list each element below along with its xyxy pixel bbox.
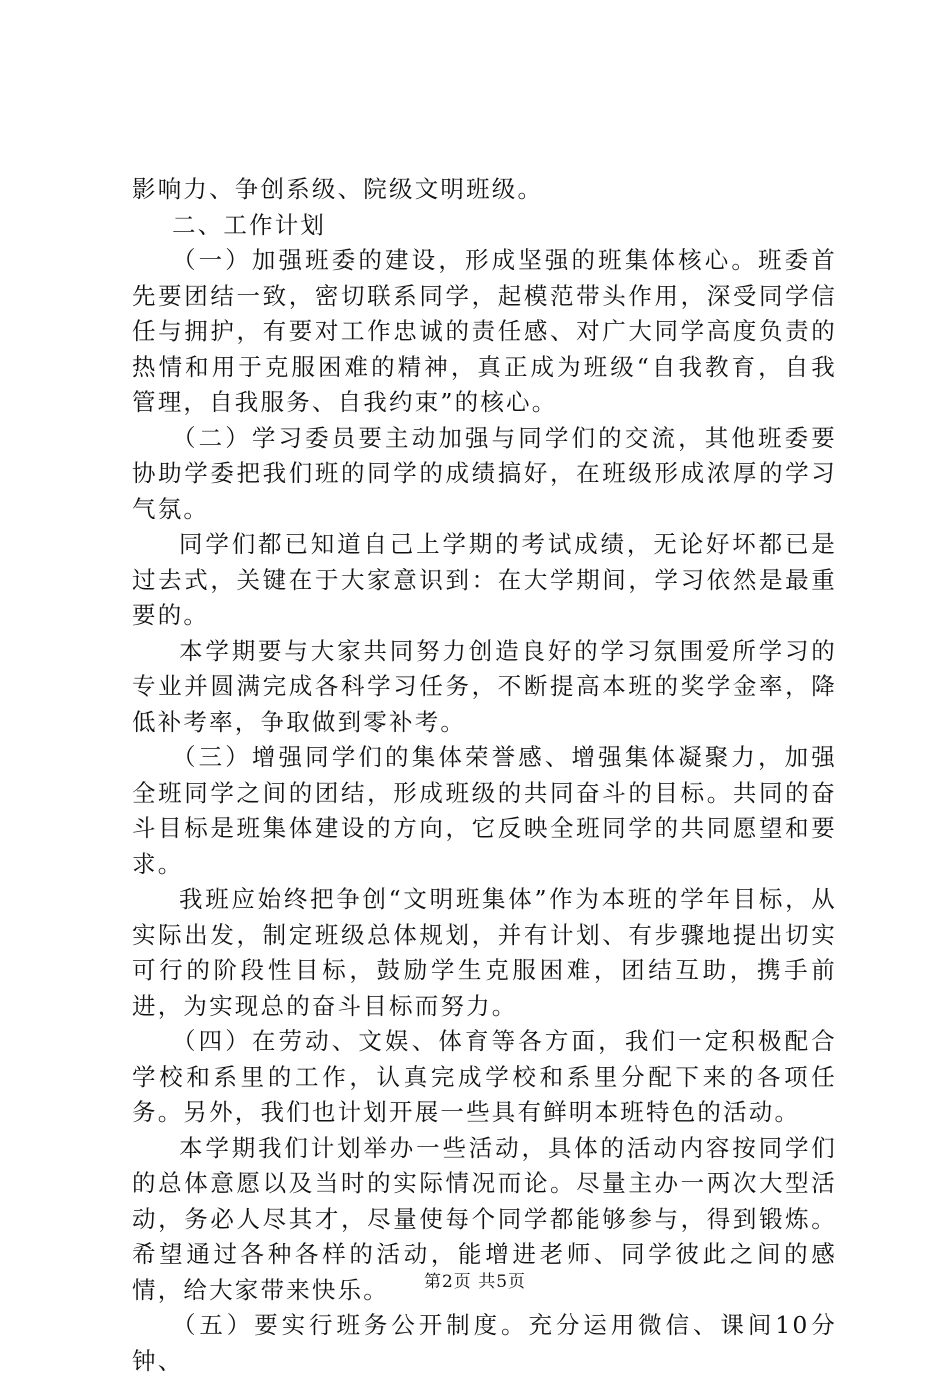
paragraph-body: 本学期要与大家共同努力创造良好的学习氛围爱所学习的专业并圆满完成各科学习任务，不断提高本班的奖学金率，降低补考率，争取做到零补考。 bbox=[132, 636, 837, 736]
paragraph-item-3: （三）增强同学们的集体荣誉感、增强集体凝聚力，加强全班同学之间的团结，形成班级的共同奋斗的目标。共同的奋斗目标是班集体建设的方向，它反映全班同学的共同愿望和要求。 bbox=[132, 743, 837, 878]
paragraph-item-1: （一）加强班委的建设，形成坚强的班集体核心。班委首先要团结一致，密切联系同学，起模范带头作用，深受同学信任与拥护，有要对工作忠诚的责任感、对广大同学高度负责的热情和用于克服困难的精神，真正成为班级“自我教育，自我管理，自我服务、自我约束”的核心。 bbox=[132, 246, 837, 416]
paragraph-body: 本学期我们计划举办一些活动，具体的活动内容按同学们的总体意愿以及当时的实际情况而论。尽量主办一两次大型活动，务必人尽其才，尽量使每个同学都能够参与，得到锻炼。希望通过各种各样的活动，能增进老师、同学彼此之间的感情，给大家带来快乐。 bbox=[132, 1133, 837, 1304]
paragraph-item-2: （二）学习委员要主动加强与同学们的交流，其他班委要协助学委把我们班的同学的成绩搞好，在班级形成浓厚的学习气氛。 bbox=[132, 423, 837, 523]
document-body bbox=[132, 172, 837, 1379]
section-heading-work-plan: 二、工作计划 bbox=[171, 210, 327, 239]
paragraph-item-5: （五）要实行班务公开制度。充分运用微信、课间10分钟、 bbox=[132, 1311, 837, 1375]
paragraph-body: 同学们都已知道自己上学期的考试成绩，无论好坏都已是过去式，关键在于大家意识到：在大学期间，学习依然是最重要的。 bbox=[132, 530, 837, 629]
paragraph-body: 我班应始终把争创“文明班集体”作为本班的学年目标，从实际出发，制定班级总体规划，并有计划、有步骤地提出切实可行的阶段性目标，鼓励学生克服困难，团结互助，携手前进，为实现总的奋斗目标而努力。 bbox=[132, 885, 837, 1020]
paragraph-continuation: 影响力、争创系级、院级文明班级。 bbox=[132, 175, 544, 203]
page-number-footer: 第2页 共5页 bbox=[423, 1272, 527, 1292]
paragraph-item-4: （四）在劳动、文娱、体育等各方面，我们一定积极配合学校和系里的工作，认真完成学校和系里分配下来的各项任务。另外，我们也计划开展一些具有鲜明本班特色的活动。 bbox=[132, 1027, 837, 1126]
